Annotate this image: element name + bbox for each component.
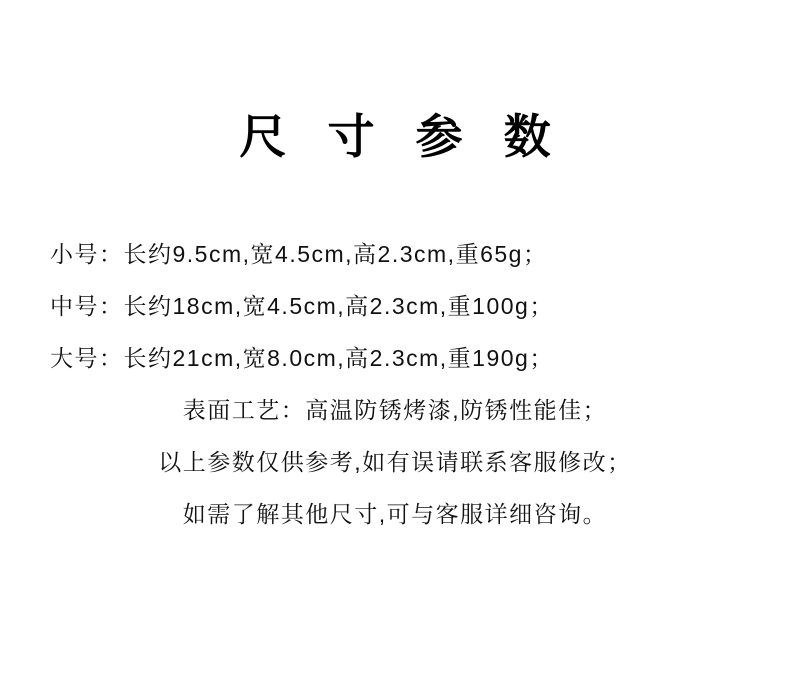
page-title: 尺 寸 参 数 bbox=[239, 110, 565, 163]
spec-list bbox=[0, 228, 790, 540]
spec-line-large: 大号：长约21cm,宽8.0cm,高2.3cm,重190g； bbox=[50, 345, 554, 371]
spec-line-small: 小号：长约9.5cm,宽4.5cm,高2.3cm,重65g； bbox=[50, 241, 548, 267]
spec-line-consult-note: 如需了解其他尺寸,可与客服详细咨询。 bbox=[182, 501, 608, 527]
spec-line-reference-note: 以上参数仅供参考,如有误请联系客服修改； bbox=[158, 449, 632, 475]
spec-line-surface-process: 表面工艺：高温防锈烤漆,防锈性能佳； bbox=[182, 397, 608, 423]
spec-line-medium: 中号：长约18cm,宽4.5cm,高2.3cm,重100g； bbox=[50, 293, 554, 319]
